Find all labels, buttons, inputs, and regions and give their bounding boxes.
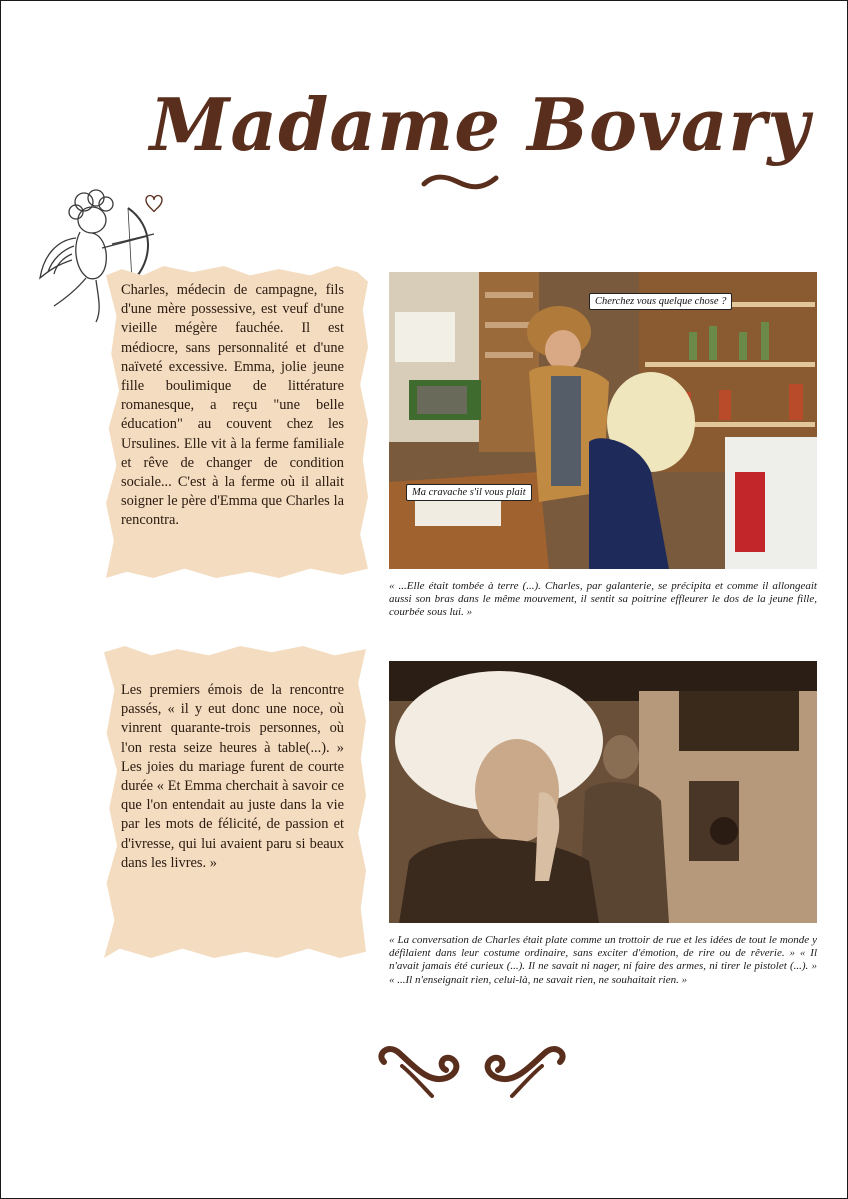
wedding-paragraph: Les premiers émois de la rencontre passés, « il y eut donc une noce, où vinrent quarante-trois personnes, où l'on resta seize heures à table(...). » Les joies du mariage furent de courte durée « Et Emma cherchait à savoir ce que l'on entendait au juste dans la vie par les mots de félicité, de passion et d'ivresse, qui lui avaient paru si beaux dans les livres. » [121,682,344,871]
photo-caption-1: « ...Elle était tombée à terre (...). Charles, par galanterie, se précipita et comme il allongeait aussi son bras dans le même mouvement, il sentit sa poitrine effleurer le dos de la jeune fille, courbée sous lui. » [389,580,817,619]
photo-caption-2: « La conversation de Charles était plate comme un trottoir de rue et les idées de tout le monde y défilaient dans leur costume ordinaire, sans exciter d'émotion, de rire ou de rêverie. » « Il n'avait jamais été curieux (...). Il ne savait ni nager, ni faire des armes, ni tirer le pistolet (...). » « ...Il n'enseignait rien, celui-là, ne savait rien, ne souhaitait rien. » [389,934,817,986]
kitchen-photo [389,272,817,569]
title-swash-icon [420,170,500,194]
heart-icon [146,196,162,213]
ornament-icon [372,1044,572,1104]
page-title: Madame Bovary [149,82,811,167]
sepia-photo [389,661,817,923]
intro-paragraph: Charles, médecin de campagne, fils d'une mère possessive, est veuf d'une vieille mégère fauchée. Il est médiocre, sans personnalité et d'une naïveté excessive. Emma, jolie jeune fille boulimique de littérature romanesque, a reçu "une belle éducation" au couvent chez les Ursulines. Elle vit à la ferme familiale et rêve de changer de condition sociale... C'est à la ferme où il allait soigner le père d'Emma que Charles la rencontra. [121,282,344,529]
speech-bubble-bottom: Ma cravache s'il vous plait [406,484,532,501]
speech-bubble-top: Cherchez vous quelque chose ? [589,293,732,310]
